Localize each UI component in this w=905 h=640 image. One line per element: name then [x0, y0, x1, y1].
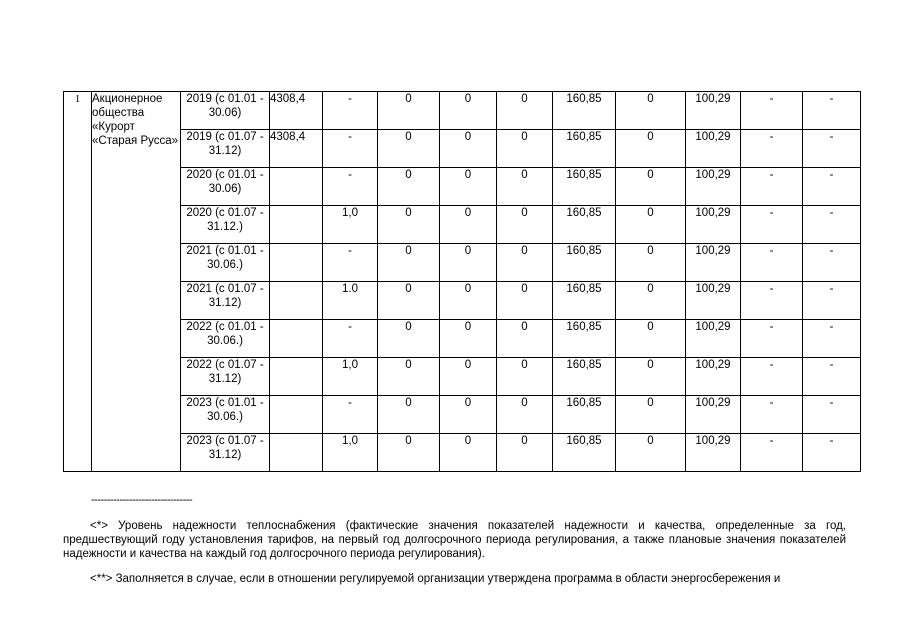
value-cell-c4: 0 [378, 396, 440, 434]
value-cell-c9: 100,29 [686, 244, 741, 282]
value-cell-c3: 1,0 [323, 358, 378, 396]
table-row [64, 168, 861, 206]
production-cell: 4308,4 [270, 92, 323, 130]
value-cell-c8: 0 [616, 206, 686, 244]
value-cell-c10: - [741, 92, 803, 130]
value-cell-c9: 100,29 [686, 92, 741, 130]
value-cell-c7: 160,85 [553, 396, 616, 434]
value-cell-c6: 0 [497, 434, 553, 472]
value-cell-c3: - [323, 130, 378, 168]
value-cell-c6: 0 [497, 320, 553, 358]
production-cell [270, 168, 323, 206]
table-row [64, 358, 861, 396]
value-cell-c4: 0 [378, 168, 440, 206]
value-cell-c10: - [741, 396, 803, 434]
production-cell: 4308,4 [270, 130, 323, 168]
value-cell-c7: 160,85 [553, 92, 616, 130]
value-cell-c5: 0 [440, 396, 497, 434]
value-cell-c9: 100,29 [686, 130, 741, 168]
value-cell-c5: 0 [440, 282, 497, 320]
value-cell-c6: 0 [497, 282, 553, 320]
table-row [64, 92, 861, 130]
value-cell-c8: 0 [616, 358, 686, 396]
value-cell-c3: 1.0 [323, 282, 378, 320]
production-cell [270, 434, 323, 472]
value-cell-c3: - [323, 92, 378, 130]
organization-cell: Акционерное общества «Курорт «Старая Русса» [92, 92, 181, 472]
value-cell-c8: 0 [616, 92, 686, 130]
value-cell-c10: - [741, 130, 803, 168]
value-cell-c8: 0 [616, 282, 686, 320]
period-cell: 2021 (с 01.07 - 31.12) [181, 282, 270, 320]
table-row [64, 282, 861, 320]
value-cell-c4: 0 [378, 130, 440, 168]
value-cell-c9: 100,29 [686, 396, 741, 434]
production-cell [270, 320, 323, 358]
value-cell-c4: 0 [378, 320, 440, 358]
value-cell-c7: 160,85 [553, 168, 616, 206]
period-cell: 2021 (с 01.01 - 30.06.) [181, 244, 270, 282]
value-cell-c6: 0 [497, 206, 553, 244]
value-cell-c11: - [803, 168, 861, 206]
value-cell-c4: 0 [378, 358, 440, 396]
value-cell-c6: 0 [497, 244, 553, 282]
value-cell-c7: 160,85 [553, 282, 616, 320]
table-row [64, 434, 861, 472]
value-cell-c8: 0 [616, 320, 686, 358]
production-cell [270, 244, 323, 282]
value-cell-c7: 160,85 [553, 358, 616, 396]
value-cell-c10: - [741, 320, 803, 358]
value-cell-c3: - [323, 320, 378, 358]
tariff-table-body [64, 92, 861, 472]
value-cell-c5: 0 [440, 358, 497, 396]
value-cell-c6: 0 [497, 130, 553, 168]
table-row [64, 206, 861, 244]
value-cell-c11: - [803, 130, 861, 168]
value-cell-c7: 160,85 [553, 130, 616, 168]
value-cell-c11: - [803, 320, 861, 358]
period-cell: 2019 (с 01.01 - 30.06) [181, 92, 270, 130]
period-cell: 2023 (с 01.07 - 31.12) [181, 434, 270, 472]
value-cell-c3: 1,0 [323, 434, 378, 472]
value-cell-c3: - [323, 396, 378, 434]
value-cell-c8: 0 [616, 396, 686, 434]
value-cell-c8: 0 [616, 168, 686, 206]
value-cell-c11: - [803, 282, 861, 320]
value-cell-c5: 0 [440, 206, 497, 244]
table-row [64, 396, 861, 434]
value-cell-c6: 0 [497, 92, 553, 130]
value-cell-c10: - [741, 244, 803, 282]
value-cell-c9: 100,29 [686, 358, 741, 396]
value-cell-c6: 0 [497, 168, 553, 206]
value-cell-c5: 0 [440, 92, 497, 130]
value-cell-c11: - [803, 358, 861, 396]
period-cell: 2022 (с 01.01 - 30.06.) [181, 320, 270, 358]
value-cell-c4: 0 [378, 206, 440, 244]
footnote-separator: -------------------------------- [91, 494, 193, 506]
period-cell: 2020 (с 01.01 - 30.06) [181, 168, 270, 206]
value-cell-c4: 0 [378, 244, 440, 282]
value-cell-c10: - [741, 434, 803, 472]
value-cell-c10: - [741, 358, 803, 396]
value-cell-c8: 0 [616, 130, 686, 168]
value-cell-c11: - [803, 92, 861, 130]
period-cell: 2019 (с 01.07 - 31.12) [181, 130, 270, 168]
footnote-energy-saving: <**> Заполняется в случае, если в отношении регулируемой организации утверждена программа в области энергосбережения и [90, 573, 781, 585]
value-cell-c11: - [803, 244, 861, 282]
value-cell-c7: 160,85 [553, 320, 616, 358]
table-row [64, 320, 861, 358]
table-row [64, 244, 861, 282]
value-cell-c5: 0 [440, 320, 497, 358]
period-cell: 2022 (с 01.07 - 31.12) [181, 358, 270, 396]
value-cell-c5: 0 [440, 434, 497, 472]
value-cell-c6: 0 [497, 358, 553, 396]
footnote-reliability: <*> Уровень надежности теплоснабжения (фактические значения показателей надежности и качества, определенные за год, предшествующий году установления тарифов, на первый год долгосрочного периода регулирования, а также плановые значения показателей надежности и качества на каждый год долгосрочного периода регулирования). [63, 520, 846, 560]
value-cell-c7: 160,85 [553, 206, 616, 244]
value-cell-c3: - [323, 244, 378, 282]
row-number-cell: 1 [64, 92, 92, 472]
table-row [64, 130, 861, 168]
value-cell-c11: - [803, 434, 861, 472]
value-cell-c9: 100,29 [686, 320, 741, 358]
value-cell-c7: 160,85 [553, 244, 616, 282]
value-cell-c11: - [803, 396, 861, 434]
value-cell-c9: 100,29 [686, 168, 741, 206]
value-cell-c8: 0 [616, 244, 686, 282]
production-cell [270, 282, 323, 320]
value-cell-c11: - [803, 206, 861, 244]
value-cell-c5: 0 [440, 130, 497, 168]
period-cell: 2023 (с 01.01 - 30.06.) [181, 396, 270, 434]
value-cell-c9: 100,29 [686, 434, 741, 472]
production-cell [270, 358, 323, 396]
value-cell-c10: - [741, 168, 803, 206]
value-cell-c4: 0 [378, 282, 440, 320]
value-cell-c3: - [323, 168, 378, 206]
value-cell-c3: 1,0 [323, 206, 378, 244]
value-cell-c9: 100,29 [686, 282, 741, 320]
value-cell-c5: 0 [440, 168, 497, 206]
value-cell-c8: 0 [616, 434, 686, 472]
production-cell [270, 206, 323, 244]
production-cell [270, 396, 323, 434]
period-cell: 2020 (с 01.07 - 31.12.) [181, 206, 270, 244]
value-cell-c4: 0 [378, 92, 440, 130]
value-cell-c9: 100,29 [686, 206, 741, 244]
value-cell-c7: 160,85 [553, 434, 616, 472]
value-cell-c5: 0 [440, 244, 497, 282]
value-cell-c4: 0 [378, 434, 440, 472]
tariff-table [63, 91, 861, 472]
value-cell-c10: - [741, 206, 803, 244]
value-cell-c10: - [741, 282, 803, 320]
value-cell-c6: 0 [497, 396, 553, 434]
